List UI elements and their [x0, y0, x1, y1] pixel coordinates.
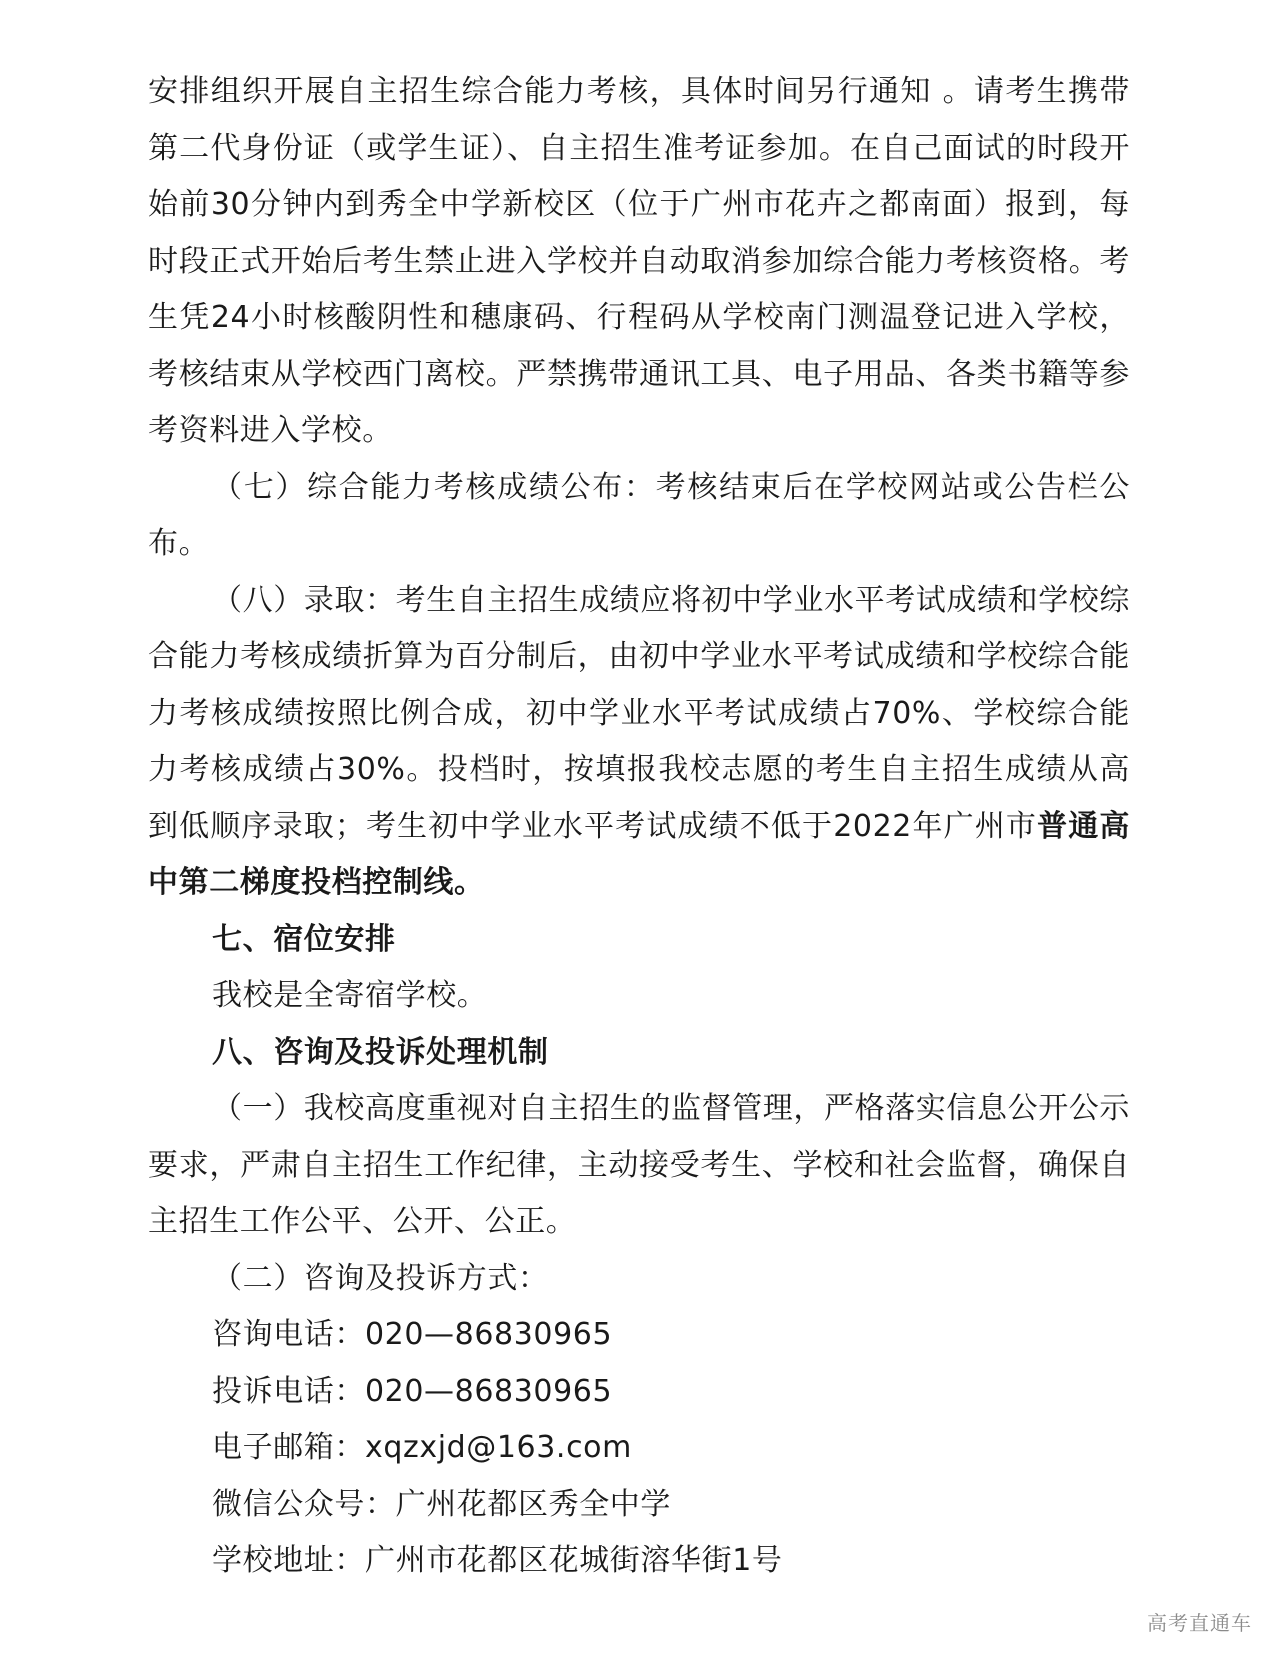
admission-bold-text: 普通高中第二梯度投档控制线。	[148, 808, 1130, 900]
document-body	[148, 64, 1130, 1590]
paragraph-score-announcement: （七）综合能力考核成绩公布：考核结束后在学校网站或公告栏公布。	[148, 469, 1130, 561]
contact-address: 学校地址：广州市花都区花城街溶华街1号	[212, 1543, 783, 1578]
contact-wechat: 微信公众号：广州花都区秀全中学	[212, 1486, 671, 1522]
section-heading-dormitory: 七、宿位安排	[212, 921, 396, 957]
paragraph-contact-methods: （二）咨询及投诉方式：	[212, 1260, 549, 1296]
paragraph-dormitory: 我校是全寄宿学校。	[212, 978, 488, 1013]
watermark: 高考直通车	[1147, 1611, 1252, 1635]
contact-complaint-phone: 投诉电话：020—86830965	[212, 1373, 613, 1409]
paragraph-admission	[148, 573, 1130, 912]
contact-email: 电子邮箱：xqzxjd@163.com	[212, 1430, 632, 1465]
paragraph-exam-arrangement: 安排组织开展自主招生综合能力考核，具体时间另行通知 。请考生携带第二代身份证（或学生证）、自主招生准考证参加。在自己面试的时段开始前30分钟内到秀全中学新校区（位于广州市花卉之都南面）报到，每时段正式开始后考生禁止进入学校并自动取消参加综合能力考核资格。考生凭24小时核酸阴性和穗康码、行程码从学校南门测温登记进入学校，考核结束从学校西门离校。严禁携带通讯工具、电子用品、各类书籍等参考资料进入学校。	[148, 74, 1130, 448]
contact-phone: 咨询电话：020—86830965	[212, 1317, 613, 1352]
section-heading-consultation: 八、咨询及投诉处理机制	[212, 1034, 549, 1070]
admission-text: （八）录取：考生自主招生成绩应将初中学业水平考试成绩和学校综合能力考核成绩折算为百分制后，由初中学业水平考试成绩和学校综合能力考核成绩按照比例合成，初中学业水平考试成绩占70%、学校综合能力考核成绩占30%。投档时，按填报我校志愿的考生自主招生成绩从高到低顺序录取；考生初中学业水平考试成绩不低于2022年广州市	[148, 582, 1130, 844]
paragraph-supervision: （一）我校高度重视对自主招生的监督管理，严格落实信息公开公示要求，严肃自主招生工作纪律，主动接受考生、学校和社会监督，确保自主招生工作公平、公开、公正。	[148, 1091, 1130, 1239]
